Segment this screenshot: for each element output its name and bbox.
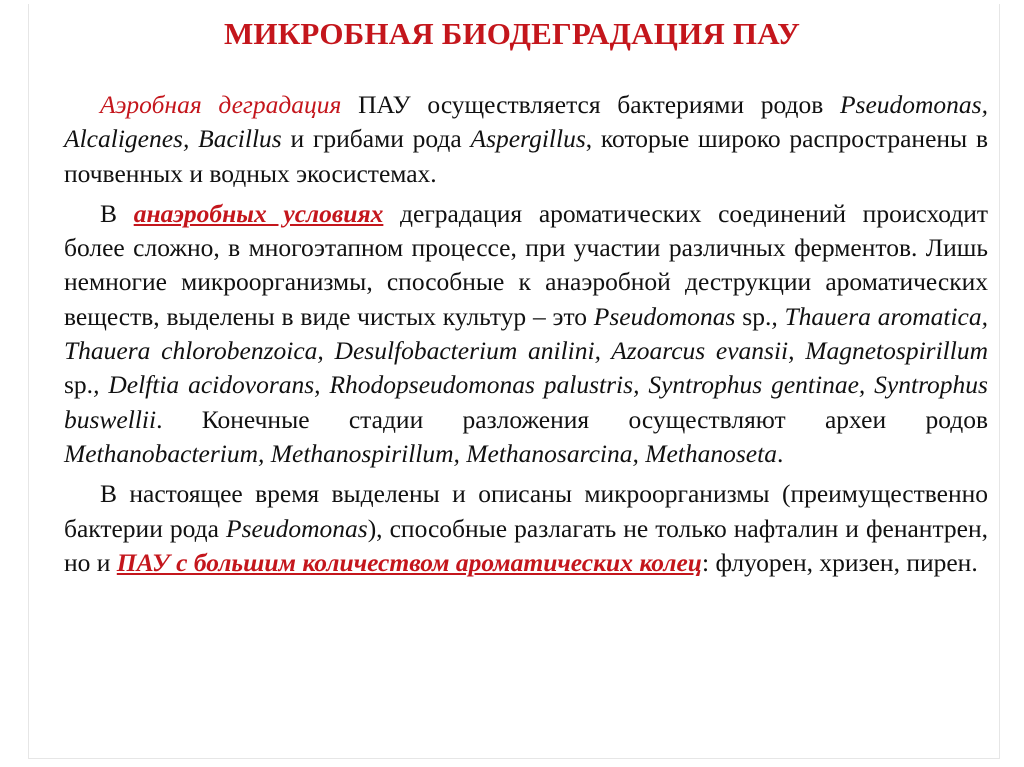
paragraph2-text-2: . Конечные стадии разложения осуществляют археи родов [156,404,988,434]
paragraph3-text-3: : флуорен, хризен, пирен. [701,547,978,577]
paragraph2-text-3: . [776,438,784,468]
paragraph-current [64,477,988,580]
paragraph-anaerobic [64,197,988,471]
aerobic-degradation-term: Аэробная деградация [100,90,342,119]
paragraph-aerobic [64,88,988,191]
pah-many-rings-term: ПАУ с большим количеством ароматических колец [116,547,702,577]
pseudomonas-genus: Pseudomonas [226,513,368,543]
paragraph2-text-1: деградация ароматических соединений происходит более сложно, в многоэтапном процессе, при участии различных ферментов. Лишь немногие микроорганизмы, способные к анаэробной деструкции ароматических веществ, выделены в виде чистых культур – это [64,198,989,331]
paragraph1-text-2: и грибами рода [281,124,471,154]
species-pseudomonas: Pseudomonas [593,301,736,331]
paragraph3-text-2: ), способные разлагать не только нафталин и фенантрен, но и [64,513,988,577]
species-sp-suffix-2: sp. [64,370,94,400]
paragraph1-text-1: ПАУ осуществляется бактериями родов [341,90,840,119]
fungus-genus: Aspergillus [470,124,586,154]
anaerobic-conditions-term: анаэробных условиях [133,198,384,228]
species-sp-suffix-1: sp. [735,301,772,331]
paragraph1-text-3: , которые широко распространены в почвенных и водных экосистемах. [64,124,989,188]
paragraph3-text-1: В настоящее время выделены и описаны микроорганизмы (преимущественно бактерии рода [64,479,988,543]
archaea-genera: Methanobacterium, Methanospirillum, Methanosarcina, Methanoseta [64,438,777,468]
paragraph2-lead: В [100,198,134,228]
slide-body [64,88,988,586]
bacteria-genera: Pseudomonas, Alcaligenes, Bacillus [64,90,988,154]
page-title: МИКРОБНАЯ БИОДЕГРАДАЦИЯ ПАУ [223,16,801,51]
species-list-2: , Delftia acidovorans, Rhodopseudomonas palustris, Syntrophus gentinae, Syntrophus buswellii [64,370,988,434]
species-list-1: , Thauera aromatica, Thauera chlorobenzoica, Desulfobacterium anilini, Azoarcus evansii, Magnetospirillum [64,301,988,366]
